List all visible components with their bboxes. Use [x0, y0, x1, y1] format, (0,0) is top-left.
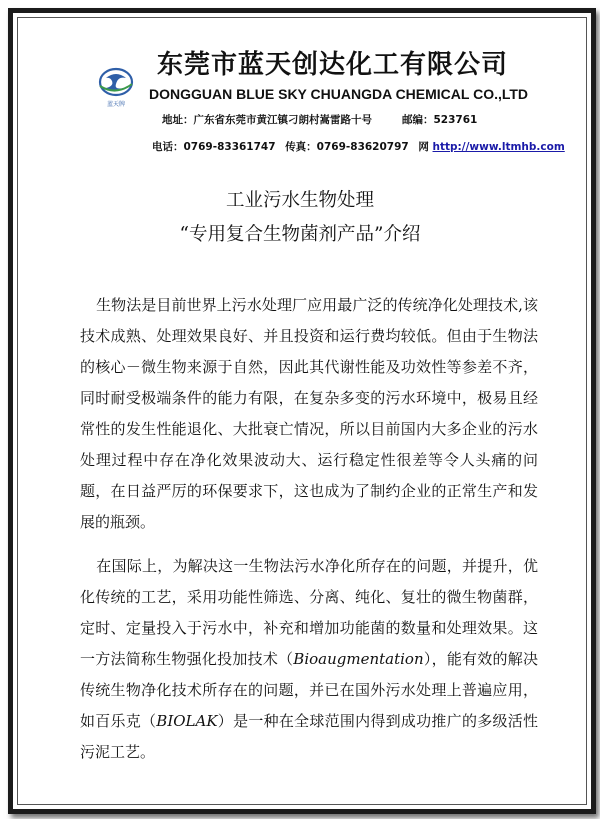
postcode: 邮编：523761	[402, 114, 478, 126]
body-paragraph-2	[80, 551, 538, 768]
fax: 传真：0769-83620797	[285, 141, 409, 153]
phone: 电话：0769-83361747	[152, 141, 276, 153]
paragraph-1-text: 生物法是目前世界上污水处理厂应用最广泛的传统净化处理技术,该技术成熟、处理效果良好、并且投资和运行费均较低。但由于生物法的核心－微生物来源于自然，因此其代谢性能及功效性等参差不齐，同时耐受极端条件的能力有限，在复杂多变的污水环境中，极易且经常性的发生性能退化、大批衰亡情况，所以目前国内大多企业的污水处理过程中存在净化效果波动大、运行稳定性很差等令人头痛的问题，在日益严厉的环保要求下，这也成为了制约企业的正常生产和发展的瓶颈。	[80, 296, 538, 531]
paragraph-2-text-c: ）是一种在全球范围内得到成功推广的多级活性污泥工艺。	[80, 712, 538, 761]
contact-line	[152, 140, 572, 154]
company-name-english: DONGGUAN BLUE SKY CHUANGDA CHEMICAL CO.,LTD	[149, 86, 529, 102]
biolak-term: BIOLAK	[156, 712, 218, 730]
document-subtitle: “专用复合生物菌剂产品”介绍	[179, 224, 421, 245]
address-line	[162, 113, 582, 127]
website-link[interactable]: http://www.ltmhb.com	[432, 141, 565, 153]
logo-text: 蓝天牌	[106, 101, 126, 108]
paragraph-2-text-a: 在国际上，为解决这一生物法污水净化所存在的问题，并提升，优化传统的工艺，采用功能性筛选、分离、纯化、复壮的微生物菌群，定时、定量投入于污水中，补充和增加功能菌的数量和处理效果。这一方法简称生物强化投加技术（	[80, 557, 538, 668]
paragraph-2-text-b: ），能有效的解决传统生物净化技术所存在的问题，并已在国外污水处理上普遍应用，如百乐克（	[80, 650, 538, 730]
bioaugmentation-term: Bioaugmentation	[293, 650, 424, 668]
body-paragraph-1	[80, 290, 538, 538]
document-title: 工业污水生物处理	[225, 190, 374, 211]
company-name-chinese: 东莞市蓝天创达化工有限公司	[157, 50, 509, 80]
web-label: 网	[418, 141, 429, 153]
address: 地址：广东省东莞市黄江镇刁朗村嵩雷路十号	[162, 114, 372, 126]
company-logo	[92, 66, 140, 110]
